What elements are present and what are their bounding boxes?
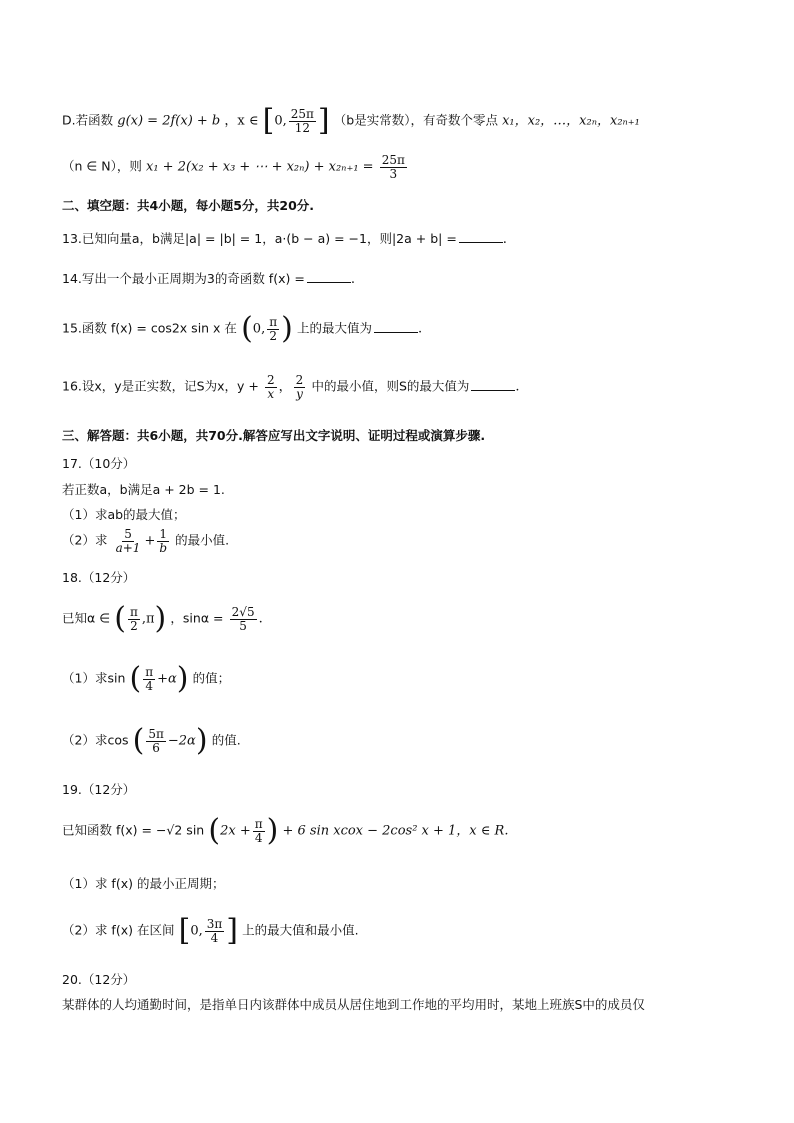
q19-interval-fraction: $\frac{3\pi}{4}$ [206, 916, 223, 945]
q16: 16.设x，y是正实数，记S为x，y + $\frac{2}{x}$ ， $\frac{2}{y}$ 中的最小值，则S的最大值为 . [62, 373, 520, 401]
q19-arg-fraction: $\frac{\pi}{4}$ [254, 816, 263, 845]
d-option-zeros: x₁，x₂，…，x₂ₙ，x₂ₙ₊₁ [502, 113, 640, 129]
d-option-hi-fraction: $\frac{25\pi}{12}$ [290, 106, 314, 135]
d-option-note: （b是实常数），有奇数个零点 [333, 112, 498, 128]
q14-blank [307, 270, 351, 283]
q13: 13.已知向量a，b满足|a| = |b| = 1，a·(b − a) = −1，则|2a + b| = . [62, 231, 507, 247]
q14-text: 14.写出一个最小正周期为3的奇函数 f(x) = [62, 271, 305, 286]
q20-stem: 某群体的人均通勤时间，是指单日内该群体中成员从居住地到工作地的平均用时，某地上班族S中的成员仅 [62, 997, 645, 1012]
q15-pre: 15.函数 f(x) = cos2x sin x 在 [62, 320, 237, 336]
q18-part1: （1）求sin ( $\frac{\pi}{4}$ +α) 的值； [62, 661, 231, 696]
q17-fraction-1: $\frac{5}{a+1}$ [115, 527, 141, 555]
q13-text: 13.已知向量a，b满足|a| = |b| = 1，a·(b − a) = −1，则|2a + b| = [62, 231, 457, 246]
q17-part2: （2）求 $\frac{5}{a+1}$ + $\frac{1}{b}$ 的最小值. [62, 527, 230, 555]
d-option-domain-pre: ，x ∈ [224, 113, 259, 129]
q16-post: 中的最小值，则S的最大值为 [311, 378, 470, 394]
q16-blank [471, 378, 515, 391]
q19-part1: （1）求 f(x) 的最小正周期； [62, 876, 225, 891]
q15-post: 上的最大值为 [296, 320, 372, 336]
q15-blank [374, 320, 418, 333]
q18-p2-fraction: $\frac{5\pi}{6}$ [148, 726, 164, 755]
section3-title: 三、解答题：共6小题，共70分.解答应写出文字说明、证明过程或演算步骤. [62, 428, 486, 443]
q17-part1: （1）求ab的最大值； [62, 507, 186, 522]
q13-blank [459, 230, 503, 243]
bracket-left: [ [262, 103, 275, 138]
d-option-lo: 0, [274, 113, 287, 129]
q14: 14.写出一个最小正周期为3的奇函数 f(x) = . [62, 271, 355, 287]
d-option-line2 [62, 154, 409, 180]
q15: 15.函数 f(x) = cos2x sin x 在 (0, $\frac{\pi}{2}$ ) 上的最大值为 . [62, 311, 423, 346]
q16-fraction-1: $\frac{2}{x}$ [267, 373, 275, 401]
d-option-rhs-fraction: $\frac{25\pi}{3}$ [381, 153, 405, 181]
q17-header: 17.（10分） [62, 456, 136, 471]
d-option-cond: （n ∈ N），则 [62, 158, 142, 174]
q18-stem: 已知α ∈ ( $\frac{\pi}{2}$ ,π) ，sinα = $\frac{2√5}{5}$ . [62, 601, 263, 636]
q16-fraction-2: $\frac{2}{y}$ [295, 373, 304, 401]
q20-header: 20.（12分） [62, 972, 136, 987]
q17-fraction-2: $\frac{1}{b}$ [159, 527, 168, 555]
d-option-label: D.若函数 [62, 112, 114, 128]
q18-part2: （2）求cos ( $\frac{5\pi}{6}$ −2α) 的值. [62, 723, 241, 758]
q17-stem: 若正数a，b满足a + 2b = 1. [62, 482, 225, 497]
q15-interval-fraction: $\frac{\pi}{2}$ [269, 314, 278, 343]
bracket-right: ] [317, 103, 330, 138]
d-option-line1 [62, 103, 640, 138]
q18-sin-fraction: $\frac{2√5}{5}$ [231, 604, 255, 633]
q19-stem: 已知函数 f(x) = −√2 sin (2x + $\frac{\pi}{4}$ ) + 6 sin xcox − 2cos² x + 1，x ∈ R. [62, 813, 509, 848]
q16-pre: 16.设x，y是正实数，记S为x，y + [62, 378, 259, 394]
d-option-func: g(x) = 2f(x) + b [117, 113, 221, 129]
q18-p1-fraction: $\frac{\pi}{4}$ [145, 664, 154, 693]
q19-header: 19.（12分） [62, 782, 136, 797]
q19-part2: （2）求 f(x) 在区间 [0, $\frac{3\pi}{4}$ ] 上的最大值和最小值. [62, 913, 359, 948]
section2-title: 二、填空题：共4小题，每小题5分，共20分. [62, 198, 315, 213]
q18-interval-fraction: $\frac{\pi}{2}$ [129, 604, 138, 633]
q18-header: 18.（12分） [62, 570, 136, 585]
d-option-expr: x₁ + 2(x₂ + x₃ + ⋯ + x₂ₙ) + x₂ₙ₊₁ = [146, 159, 374, 175]
